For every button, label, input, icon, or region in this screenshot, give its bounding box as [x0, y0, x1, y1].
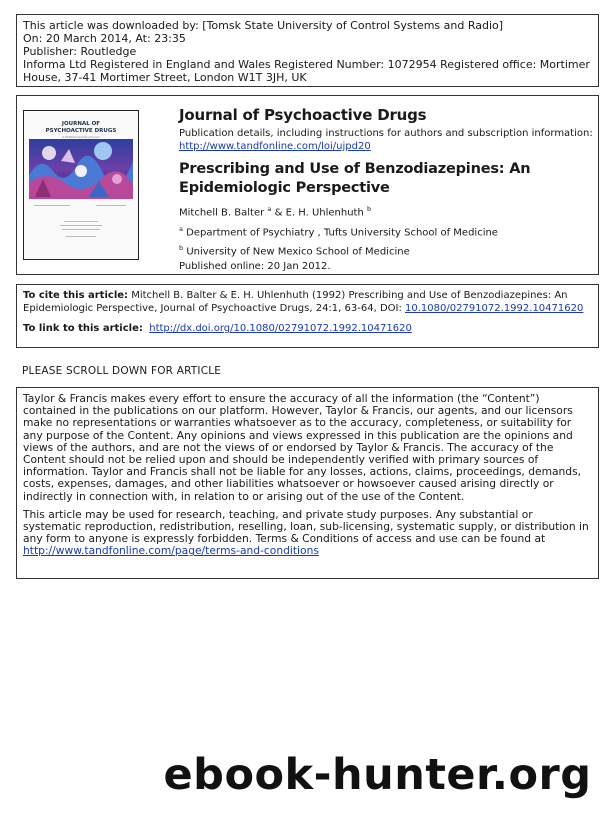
- cover-title-line1: JOURNAL OF: [61, 121, 101, 127]
- author-separator: &: [271, 207, 286, 219]
- citation-label: To cite this article:: [23, 290, 129, 301]
- author-2: E. H. Uhlenhuth: [285, 207, 364, 219]
- published-date: Published online: 20 Jan 2012.: [179, 260, 331, 272]
- citation-text: Mitchell B. Balter & E. H. Uhlenhuth (1992) Prescribing and Use of Benzodiazepines: An Epidemiologic Perspective, Journal of Psychoactive Drugs, 24:1, 63-64, DOI:: [23, 290, 568, 314]
- download-notice-box: [16, 14, 599, 87]
- affiliation-b-text: University of New Mexico School of Medicine: [186, 245, 410, 257]
- download-line: This article was downloaded by: [Tomsk State University of Control Systems and Radio]: [23, 19, 504, 32]
- affiliation-a-marker: a: [179, 225, 183, 234]
- cover-text-line: [64, 221, 98, 222]
- cover-subtitle: A Multidisciplinary Forum: [62, 135, 100, 139]
- article-title-line1: Prescribing and Use of Benzodiazepines: An: [179, 161, 531, 177]
- author-2-affiliation: b: [367, 205, 372, 213]
- cover-text-line: [96, 205, 126, 206]
- journal-title: Journal of Psychoactive Drugs: [179, 106, 427, 124]
- cover-text-line: [66, 236, 96, 237]
- article-info-box: [16, 95, 599, 275]
- author-1: Mitchell B. Balter: [179, 207, 265, 219]
- publication-details-text: Publication details, including instructions for authors and subscription information:: [179, 128, 593, 139]
- affiliation-a-text: Department of Psychiatry , Tufts University School of Medicine: [186, 227, 498, 239]
- affiliation-a: [179, 222, 594, 240]
- cover-text-line: [62, 229, 100, 230]
- cover-text-line: [34, 205, 70, 206]
- doi-link[interactable]: 10.1080/02791072.1992.10471620: [405, 303, 584, 314]
- citation-box: [16, 284, 599, 348]
- article-metadata: [179, 106, 594, 274]
- cover-title-line2: PSYCHOACTIVE DRUGS: [45, 128, 117, 134]
- article-title-line2: Epidemiologic Perspective: [179, 180, 390, 196]
- affiliation-b-marker: b: [179, 243, 184, 252]
- registration-line: Informa Ltd Registered in England and Wales Registered Number: 1072954 Registered office: Mortimer: [23, 58, 590, 71]
- terms-link[interactable]: http://www.tandfonline.com/page/terms-and-conditions: [23, 544, 319, 558]
- address-line: House, 37-41 Mortimer Street, London W1T 3JH, UK: [23, 71, 307, 84]
- cover-text-line: [60, 225, 102, 226]
- article-url-link[interactable]: http://dx.doi.org/10.1080/02791072.1992.10471620: [149, 323, 412, 334]
- article-title: [179, 160, 594, 198]
- download-date: On: 20 March 2014, At: 23:35: [23, 32, 186, 45]
- watermark: ebook-hunter.org: [163, 750, 592, 800]
- cover-artwork: [29, 139, 133, 199]
- disclaimer-paragraph-2: [23, 509, 592, 558]
- link-label: To link to this article:: [23, 323, 143, 334]
- scroll-notice: PLEASE SCROLL DOWN FOR ARTICLE: [22, 365, 222, 377]
- disclaimer-paragraph-1: Taylor & Francis makes every effort to ensure the accuracy of all the information (the “Content”) contained in the publications on our platform. However, Taylor & Francis, our agents, and our licensors make no representations or warranties whatsoever as to the accuracy, completeness, or suitability for any purpose of the Content. Any opinions and views expressed in this publication are the opinions and views of the authors, and are not the views of or endorsed by Taylor & Francis. The accuracy of the Content should not be relied upon and should be independently verified with primary sources of information. Taylor and Francis shall not be liable for any losses, actions, claims, proceedings, demands, costs, expenses, damages, and other liabilities whatsoever or howsoever caused arising directly or indirectly in connection with, in relation to or arising out of the use of the Content.: [23, 392, 582, 503]
- citation-paragraph: [23, 289, 592, 315]
- author-1-affiliation: a: [267, 205, 272, 213]
- disclaimer-paragraph-2-text: This article may be used for research, teaching, and private study purposes. Any substantial or systematic reproduction, redistribution, reselling, loan, sub-licensing, systematic supply, or distribution in any form to anyone is expressly forbidden. Terms & Conditions of access and use can be found at: [23, 507, 589, 546]
- article-link-line: [23, 322, 592, 335]
- publication-details: [179, 127, 594, 153]
- publisher-line: Publisher: Routledge: [23, 45, 137, 58]
- disclaimer-box: [16, 387, 599, 579]
- journal-cover-image: [23, 110, 139, 260]
- affiliation-b: [179, 241, 594, 259]
- journal-url-link[interactable]: http://www.tandfonline.com/loi/ujpd20: [179, 141, 371, 152]
- authors: [179, 202, 594, 220]
